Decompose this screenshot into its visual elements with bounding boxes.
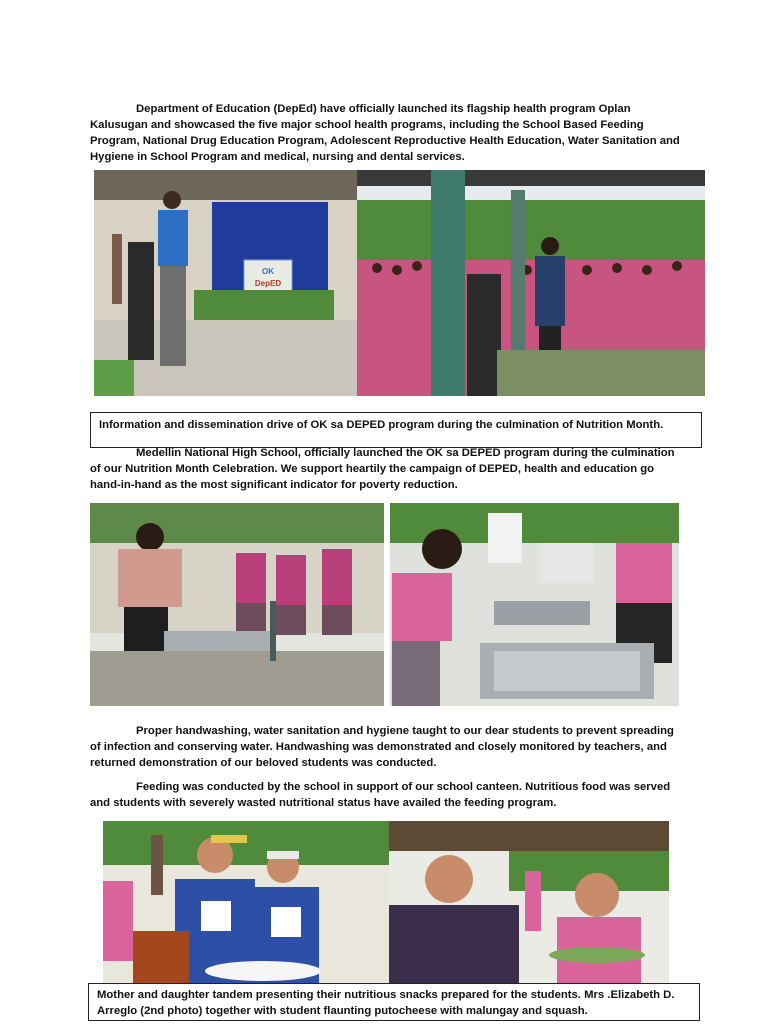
photo-handwashing-students — [390, 503, 679, 706]
photo-handwashing-teacher — [90, 503, 384, 706]
photo-speaker-stage — [94, 170, 358, 396]
handwashing-paragraph: Proper handwashing, water sanitation and hygiene taught to our dear students to prevent spreading of infection and conserving water. Handwashing was demonstrated and closely monitored by teachers, and returned demonstration of our beloved students was conducted. — [90, 725, 674, 769]
photo-student-audience — [357, 170, 705, 396]
caption-mother-daughter-text: Mother and daughter tandem presenting their nutritious snacks prepared for the students. Mrs .Elizabeth D. Arreglo (2nd photo) together with student flaunting putocheese with malungay and squash. — [97, 989, 675, 1017]
intro-paragraph: Department of Education (DepEd) have officially launched its flagship health program Oplan Kalusugan and showcased the five major school health programs, including the School Based Feeding Program, National Drug Education Program, Adolescent Reproductive Health Education, Water Sanitation and Hygiene in School Program and medical, nursing and dental services. — [90, 103, 680, 163]
caption-mother-daughter — [88, 983, 700, 1021]
banner-deped-text: DepED — [254, 279, 282, 288]
caption-drive: Information and dissemination drive of OK sa DEPED program during the culmination of Nutrition Month. — [90, 412, 702, 448]
feeding-paragraph: Feeding was conducted by the school in support of our school canteen. Nutritious food was served and students with severely wasted nutritional status have availed the feeding program. — [90, 781, 671, 809]
photo-mother-daughter — [103, 821, 389, 983]
medellin-paragraph: Medellin National High School, officially launched the OK sa DEPED program during the culmination of our Nutrition Month Celebration. We support heartily the campaign of DEPED, health and education go hand-in-hand as the most significant indicator for poverty reduction. — [90, 447, 675, 491]
banner-ok-text: OK — [262, 267, 274, 276]
photo-teacher-student — [389, 821, 669, 983]
